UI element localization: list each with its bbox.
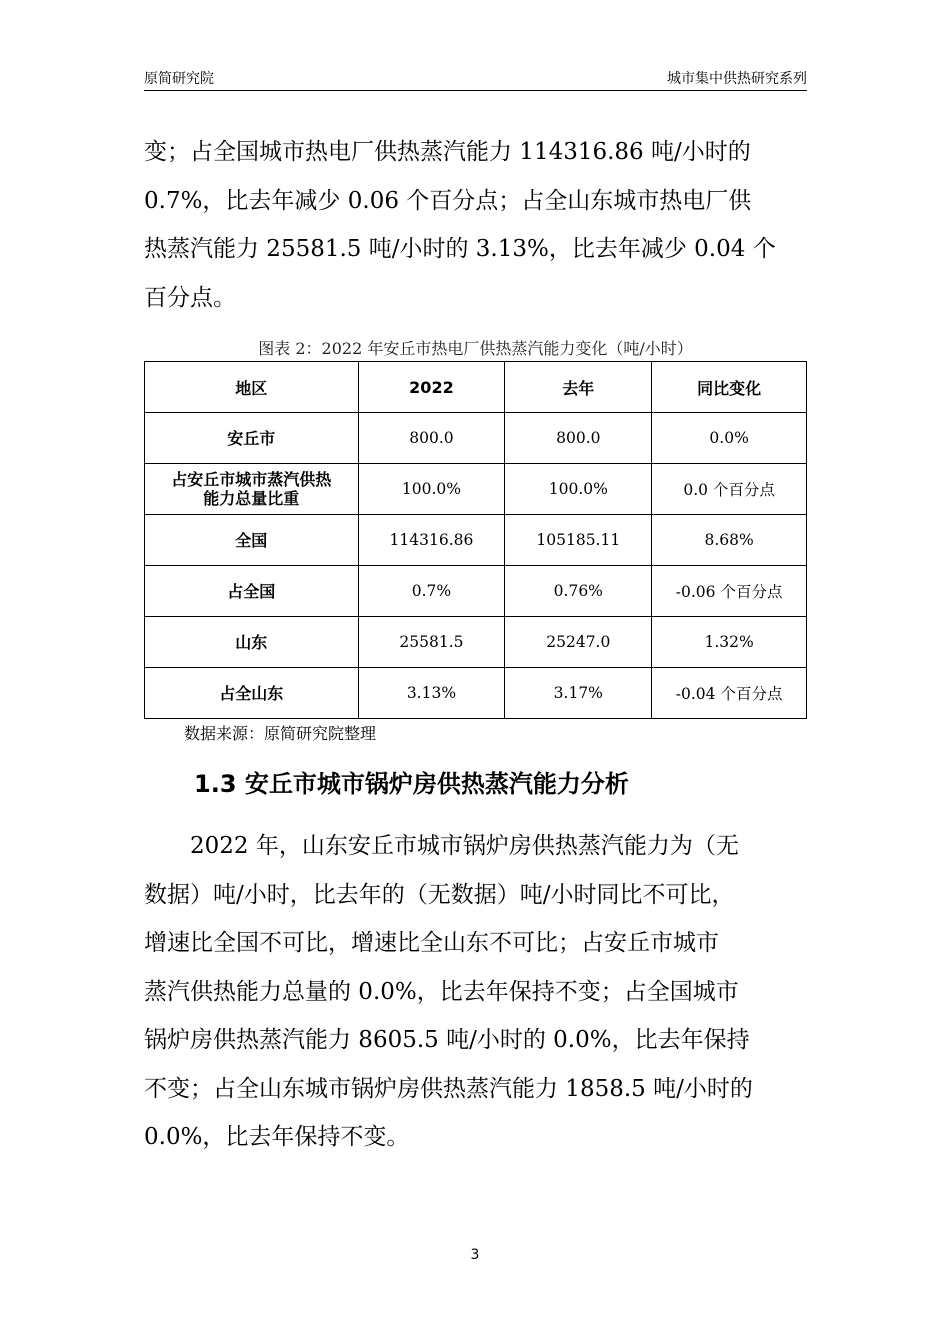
cell-last-year: 105185.11 — [505, 515, 652, 566]
col-header-yoy-change: 同比变化 — [652, 362, 807, 413]
row-region: 安丘市 — [145, 413, 359, 464]
row-region: 全国 — [145, 515, 359, 566]
row-region-line: 占安丘市城市蒸汽供热 — [171, 470, 332, 489]
table-row — [145, 515, 807, 566]
table-row — [145, 617, 807, 668]
cell-change: 0.0 个百分点 — [652, 464, 807, 515]
cell-2022: 100.0% — [358, 464, 505, 515]
cell-2022: 0.7% — [358, 566, 505, 617]
capacity-table — [144, 361, 807, 719]
table-row — [145, 566, 807, 617]
cell-change: 0.0% — [652, 413, 807, 464]
cell-change: -0.06 个百分点 — [652, 566, 807, 617]
row-region — [145, 464, 359, 515]
col-header-region: 地区 — [145, 362, 359, 413]
paragraph-line: 不变；占全山东城市锅炉房供热蒸汽能力 1858.5 吨/小时的 — [144, 1075, 753, 1102]
table-row — [145, 413, 807, 464]
cell-change: -0.04 个百分点 — [652, 668, 807, 719]
table-header-row — [145, 362, 807, 413]
header-org: 原简研究院 — [144, 71, 214, 87]
cell-last-year: 3.17% — [505, 668, 652, 719]
paragraph-line: 0.7%，比去年减少 0.06 个百分点；占全山东城市热电厂供 — [144, 187, 752, 214]
cell-last-year: 0.76% — [505, 566, 652, 617]
table-row — [145, 464, 807, 515]
paragraph-continuation — [144, 128, 824, 322]
paragraph-line: 0.0%，比去年保持不变。 — [144, 1124, 410, 1150]
paragraph-line: 变；占全国城市热电厂供热蒸汽能力 114316.86 吨/小时的 — [144, 139, 751, 165]
paragraph-line: 热蒸汽能力 25581.5 吨/小时的 3.13%，比去年减少 0.04 个 — [144, 236, 776, 262]
paragraph-line: 增速比全国不可比，增速比全山东不可比；占安丘市城市 — [144, 930, 719, 956]
header-series: 城市集中供热研究系列 — [667, 71, 807, 87]
paragraph-line: 数据）吨/小时，比去年的（无数据）吨/小时同比不可比， — [144, 881, 735, 908]
cell-2022: 25581.5 — [358, 617, 505, 668]
paragraph-boiler-capacity — [144, 822, 824, 1162]
cell-last-year: 800.0 — [505, 413, 652, 464]
cell-last-year: 100.0% — [505, 464, 652, 515]
row-region: 占全山东 — [145, 668, 359, 719]
section-heading: 1.3 安丘市城市锅炉房供热蒸汽能力分析 — [194, 770, 629, 798]
table-row — [145, 668, 807, 719]
page-number: 3 — [470, 1247, 480, 1263]
table-caption: 图表 2：2022 年安丘市热电厂供热蒸汽能力变化（吨/小时） — [258, 339, 693, 358]
cell-change: 1.32% — [652, 617, 807, 668]
cell-last-year: 25247.0 — [505, 617, 652, 668]
paragraph-line: 锅炉房供热蒸汽能力 8605.5 吨/小时的 0.0%，比去年保持 — [144, 1027, 750, 1053]
row-region-line: 能力总量比重 — [203, 489, 300, 508]
cell-2022: 114316.86 — [358, 515, 505, 566]
col-header-2022: 2022 — [358, 362, 505, 413]
paragraph-line: 2022 年，山东安丘市城市锅炉房供热蒸汽能力为（无 — [190, 833, 739, 859]
cell-2022: 3.13% — [358, 668, 505, 719]
paragraph-line: 蒸汽供热能力总量的 0.0%，比去年保持不变；占全国城市 — [144, 978, 739, 1005]
table-source-note: 数据来源：原简研究院整理 — [184, 724, 377, 743]
paragraph-line: 百分点。 — [144, 284, 236, 311]
row-region: 占全国 — [145, 566, 359, 617]
cell-change: 8.68% — [652, 515, 807, 566]
col-header-last-year: 去年 — [505, 362, 652, 413]
cell-2022: 800.0 — [358, 413, 505, 464]
page-header — [144, 66, 807, 91]
row-region: 山东 — [145, 617, 359, 668]
